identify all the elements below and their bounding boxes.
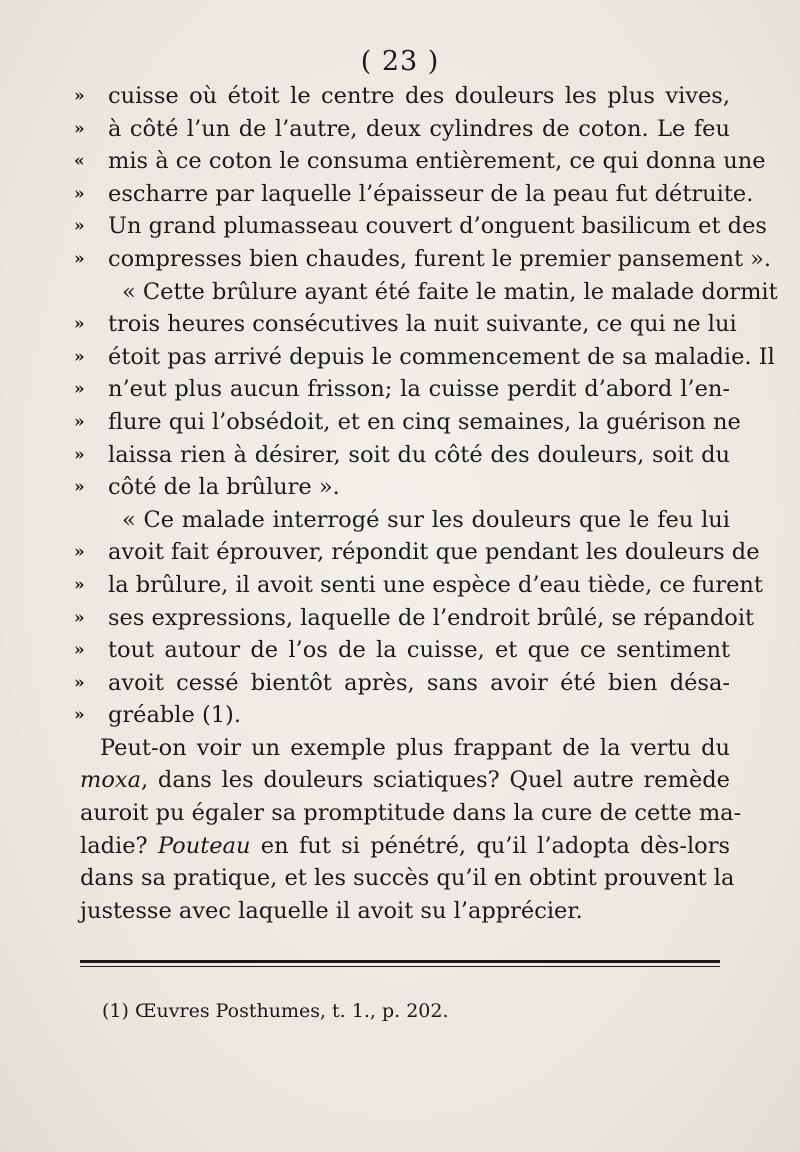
text-line: » n’eut plus aucun frisson; la cuisse perdit d’abord l’en- [72, 373, 730, 406]
text-line: « mis à ce coton le consuma entièrement, ce qui donna une [72, 145, 730, 178]
text-line: » tout autour de l’os de la cuisse, et que ce sentiment [72, 634, 730, 667]
quote-mark: » [74, 346, 85, 367]
main-text [72, 80, 778, 927]
paragraph-start-line: « Ce malade interrogé sur les douleurs que le feu lui [122, 506, 730, 533]
text-line: » étoit pas arrivé depuis le commencement de sa maladie. Il [72, 341, 730, 374]
paragraph-start-line: Peut-on voir un exemple plus frappant de la vertu du [100, 734, 730, 761]
quote-mark: » [74, 379, 85, 400]
text-line: auroit pu égaler sa promptitude dans la cure de cette ma- [80, 800, 742, 827]
text-line: » avoit fait éprouver, répondit que pendant les douleurs de [72, 536, 730, 569]
quote-mark: » [74, 411, 85, 432]
quote-mark: » [74, 640, 85, 661]
footnote-rule-thick [80, 960, 720, 963]
quote-mark: » [74, 314, 85, 335]
text-line: » trois heures consécutives la nuit suivante, ce qui ne lui [72, 308, 730, 341]
text-line: ladie? Pouteau en fut si pénétré, qu’il l’adopta dès-lors [80, 832, 730, 859]
quote-mark: » [74, 705, 85, 726]
quote-mark: » [74, 86, 85, 106]
text-line: justesse avec laquelle il avoit su l’apprécier. [80, 897, 583, 924]
quote-mark: » [74, 183, 85, 204]
quote-mark: » [74, 248, 85, 269]
quote-mark: » [74, 672, 85, 693]
text-line: » Un grand plumasseau couvert d’onguent basilicum et des [72, 210, 730, 243]
italic-term: moxa [80, 767, 141, 794]
italic-name: Pouteau [157, 832, 251, 859]
text-line: » escharre par laquelle l’épaisseur de la peau fut détruite. [72, 178, 730, 211]
quote-mark: » [74, 607, 85, 628]
footnote: (1) Œuvres Posthumes, t. 1., p. 202. [102, 1000, 449, 1022]
text-line: » avoit cessé bientôt après, sans avoir été bien désa- [72, 667, 730, 700]
page-number: ( 23 ) [360, 46, 440, 77]
text-line: » côté de la brûlure ». [72, 471, 730, 504]
quote-mark: » [74, 216, 85, 237]
text-line: » la brûlure, il avoit senti une espèce d’eau tiède, ce furent [72, 569, 730, 602]
text-line: » cuisse où étoit le centre des douleurs les plus vives, [72, 80, 730, 113]
text-line: » à côté l’un de l’autre, deux cylindres de coton. Le feu [72, 113, 730, 146]
text-line: moxa, dans les douleurs sciatiques? Quel autre remède [80, 767, 730, 794]
text-line: » ses expressions, laquelle de l’endroit brûlé, se répandoit [72, 602, 730, 635]
text-line: » gréable (1). [72, 699, 730, 732]
quote-mark: » [74, 477, 85, 498]
quote-mark: » [74, 444, 85, 465]
quote-mark: » [74, 542, 85, 563]
text-line: dans sa pratique, et les succès qu’il en obtint prouvent la [80, 865, 735, 892]
text-line: » flure qui l’obsédoit, et en cinq semaines, la guérison ne [72, 406, 730, 439]
text-line: » compresses bien chaudes, furent le premier pansement ». [72, 243, 730, 276]
text-line: » laissa rien à désirer, soit du côté des douleurs, soit du [72, 439, 730, 472]
quote-mark: » [74, 574, 85, 595]
quote-mark: « [74, 151, 85, 172]
paragraph-start-line: « Cette brûlure ayant été faite le matin, le malade dormit [122, 278, 778, 305]
quote-mark: » [74, 118, 85, 139]
footnote-rule-thin [80, 966, 720, 967]
